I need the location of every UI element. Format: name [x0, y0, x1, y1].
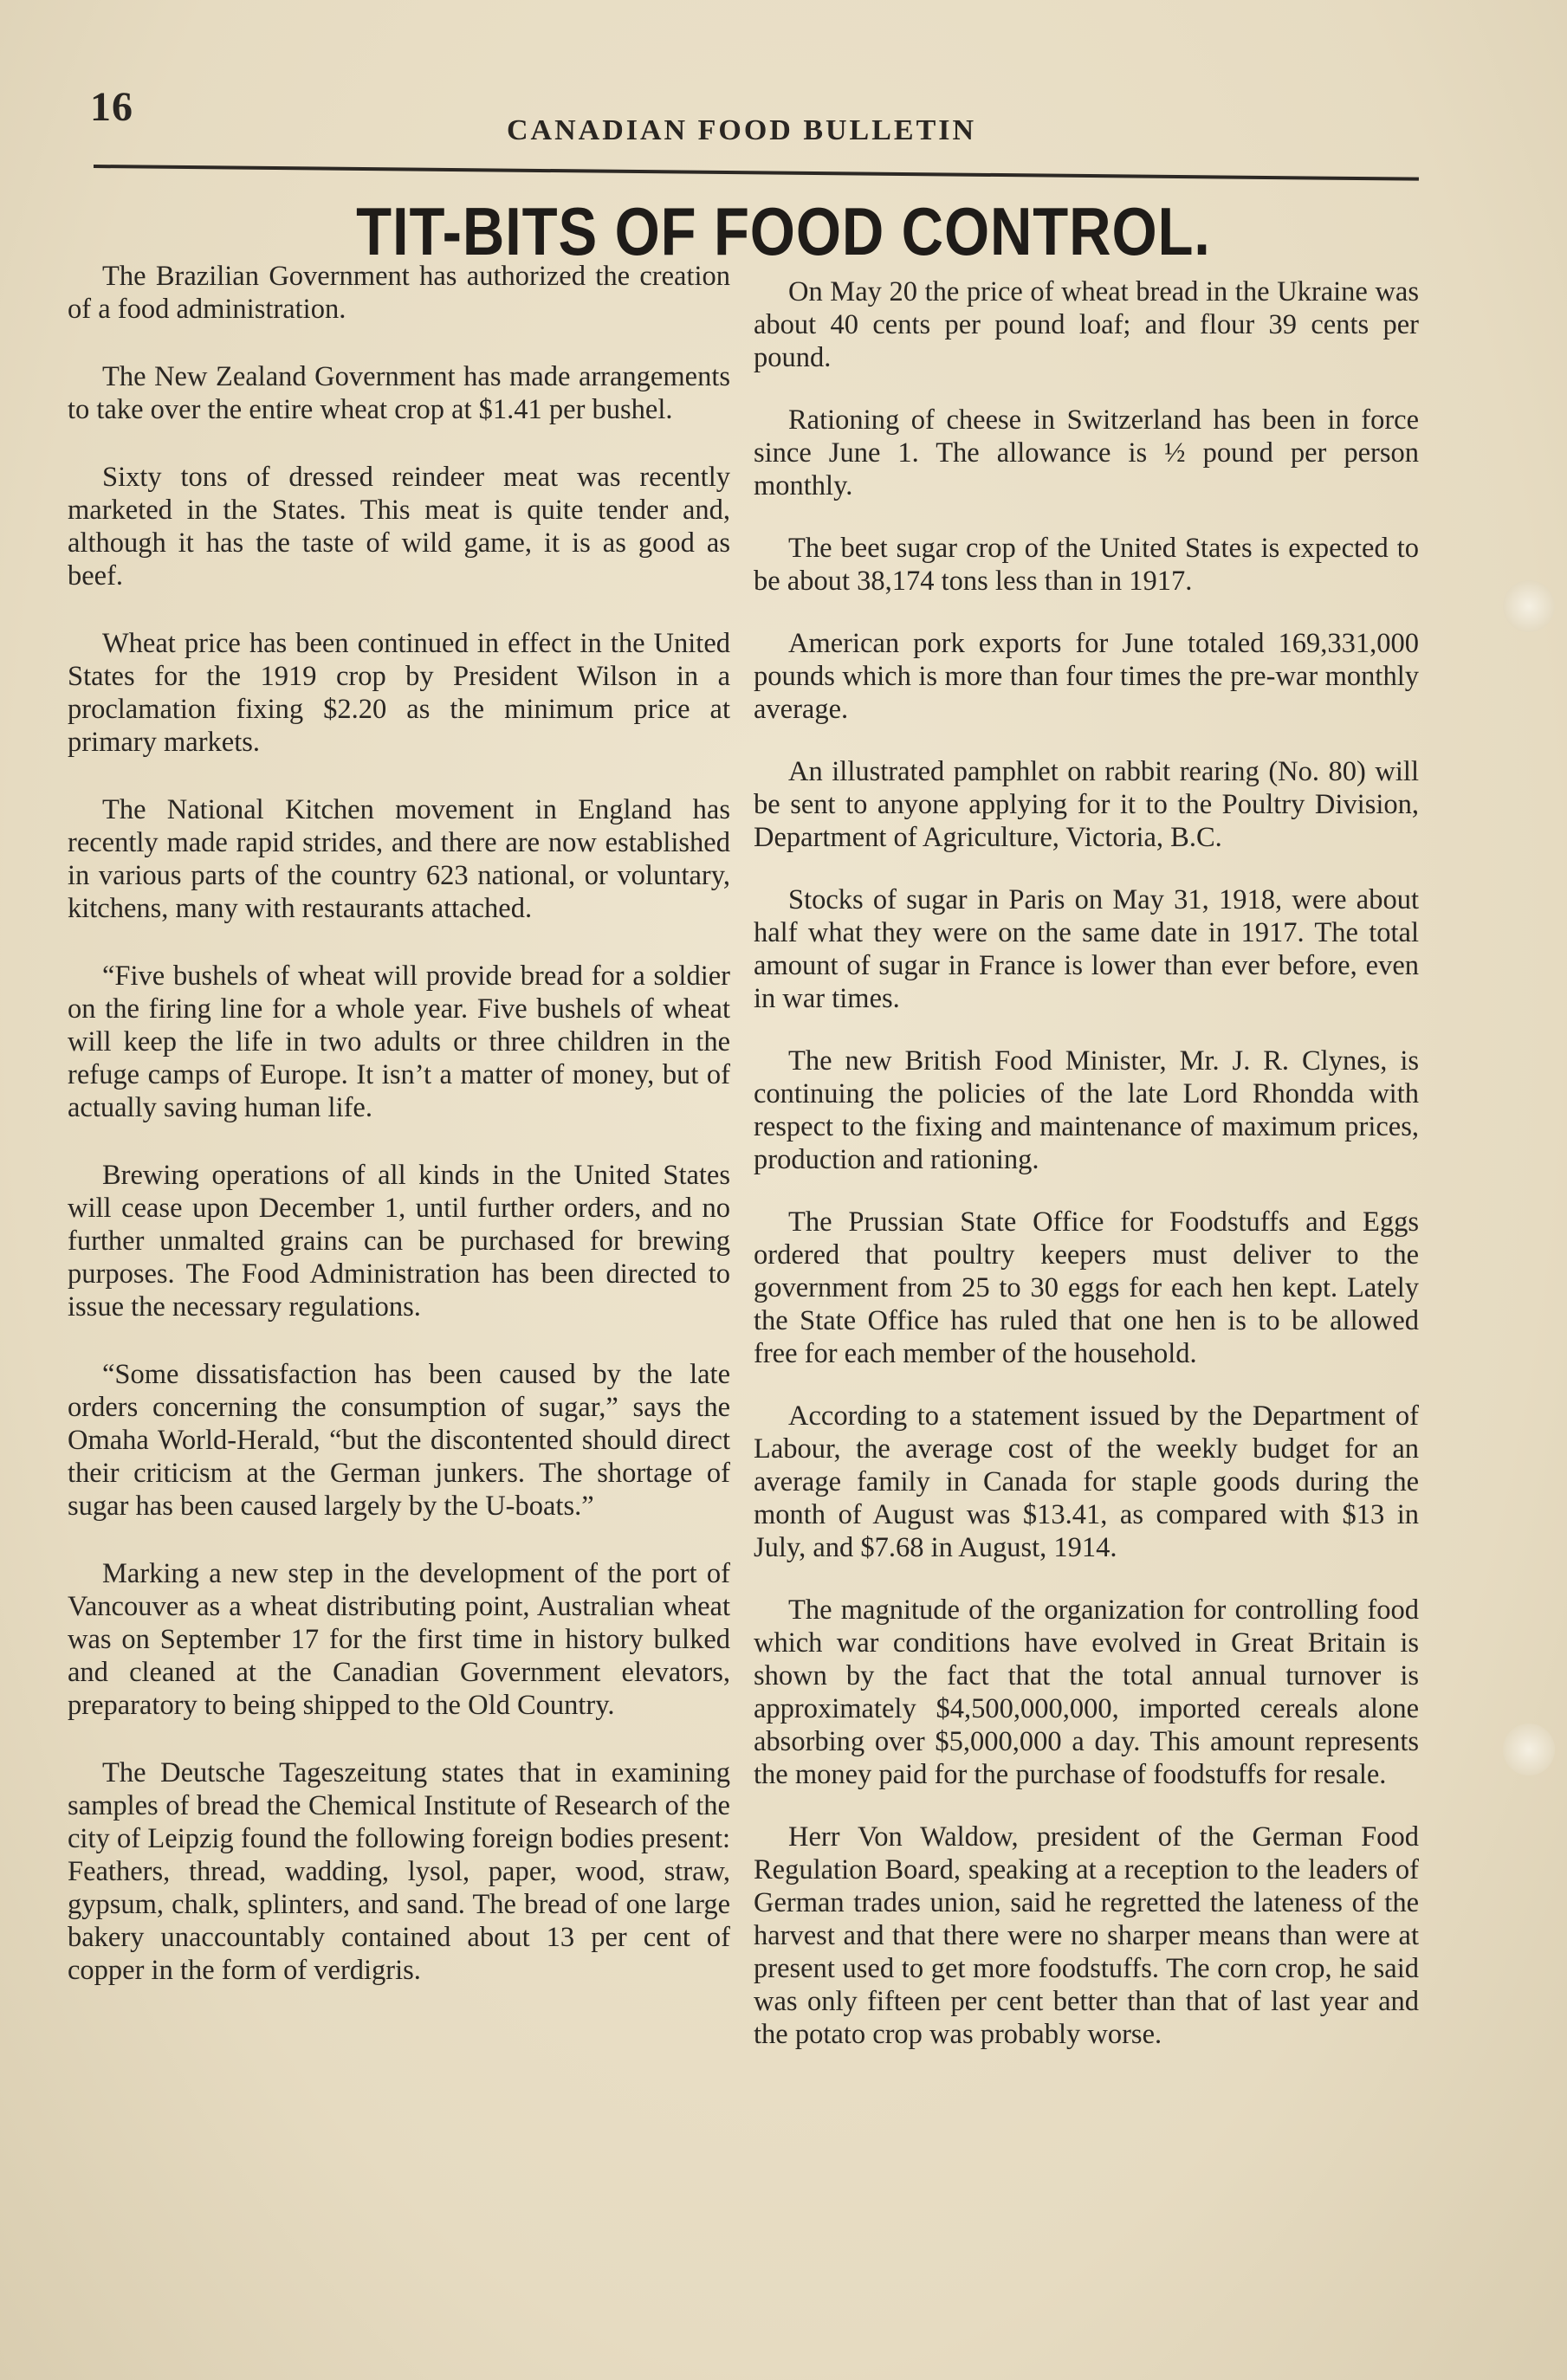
news-item: The New Zealand Government has made arrangements to take over the entire wheat crop at $1.41 per bushel.	[68, 361, 730, 425]
running-head: CANADIAN FOOD BULLETIN	[507, 114, 977, 146]
news-item: American pork exports for June totaled 169,331,000 pounds which is more than four times the pre-war monthly average.	[754, 628, 1419, 725]
news-item: According to a statement issued by the Department of Labour, the average cost of the weekly budget for an average family in Canada for staple goods during the month of August was $13.41, as compared with $13 in July, and $7.68 in August, 1914.	[754, 1400, 1419, 1563]
article-title: TIT-BITS OF FOOD CONTROL.	[356, 193, 1211, 269]
news-item: Herr Von Waldow, president of the German Food Regulation Board, speaking at a reception to the leaders of German trades union, said he regretted the lateness of the harvest and that there were no sharper means than were at present used to get more foodstuffs. The corn crop, he said was only fifteen per cent better than that of last year and the potato crop was probably worse.	[754, 1821, 1419, 2050]
news-item: Stocks of sugar in Paris on May 31, 1918, were about half what they were on the same date in 1917. The total amount of sugar in France is lower than ever before, even in war times.	[754, 884, 1419, 1014]
news-item: The new British Food Minister, Mr. J. R. Clynes, is continuing the policies of the late Lord Rhondda with respect to the fixing and maintenance of maximum prices, production and rationing.	[754, 1045, 1419, 1175]
news-item: Brewing operations of all kinds in the United States will cease upon December 1, until further orders, and no further unmalted grains can be purchased for brewing purposes. The Food Administration has been directed to issue the necessary regulations.	[68, 1160, 730, 1323]
news-item: Rationing of cheese in Switzerland has been in force since June 1. The allowance is ½ pound per person monthly.	[754, 404, 1419, 501]
news-item: The beet sugar crop of the United States is expected to be about 38,174 tons less than in 1917.	[754, 533, 1419, 597]
news-item: Wheat price has been continued in effect in the United States for the 1919 crop by President Wilson in a proclamation fixing $2.20 as the minimum price at primary markets.	[68, 628, 730, 758]
news-item: The magnitude of the organization for controlling food which war conditions have evolved in Great Britain is shown by the fact that the total annual turnover is approximately $4,500,000,000, imported cereals alone absorbing over $5,000,000 a day. This amount represents the money paid for the purchase of foodstuffs for resale.	[754, 1594, 1419, 1790]
punch-hole-mark	[1503, 1724, 1555, 1775]
news-item: “Five bushels of wheat will provide bread for a soldier on the firing line for a whole year. Five bushels of wheat will keep the life in two adults or three children in the refuge camps of Europe. It isn’t a matter of money, but of actually saving human life.	[68, 960, 730, 1123]
news-item: The Deutsche Tageszeitung states that in examining samples of bread the Chemical Institute of Research of the city of Leipzig found the following foreign bodies present: Feathers, thread, wadding, lysol, paper, wood, straw, gypsum, chalk, splinters, and sand. The bread of one large bakery unaccountably contained about 13 per cent of copper in the form of verdigris.	[68, 1757, 730, 1986]
left-column	[68, 260, 730, 2021]
news-item: An illustrated pamphlet on rabbit rearing (No. 80) will be sent to anyone applying for it to the Poultry Division, Department of Agriculture, Victoria, B.C.	[754, 756, 1419, 853]
news-item: The Brazilian Government has authorized the creation of a food administration.	[68, 261, 730, 325]
header-rule	[94, 165, 1419, 181]
right-column	[754, 275, 1419, 2080]
news-item: The National Kitchen movement in England has recently made rapid strides, and there are now established in various parts of the country 623 national, or voluntary, kitchens, many with restaurants attached.	[68, 794, 730, 924]
news-item: The Prussian State Office for Foodstuffs and Eggs ordered that poultry keepers must deliver to the government from 25 to 30 eggs for each hen kept. Lately the State Office has ruled that one hen is to be allowed free for each member of the household.	[754, 1206, 1419, 1369]
news-item: Sixty tons of dressed reindeer meat was recently marketed in the States. This meat is quite tender and, although it has the taste of wild game, it is as good as beef.	[68, 462, 730, 592]
page-number: 16	[90, 84, 133, 130]
punch-hole-mark	[1503, 580, 1555, 632]
news-item: On May 20 the price of wheat bread in the Ukraine was about 40 cents per pound loaf; and flour 39 cents per pound.	[754, 276, 1419, 373]
news-item: Marking a new step in the development of the port of Vancouver as a wheat distributing point, Australian wheat was on September 17 for the first time in history bulked and cleaned at the Canadian Government elevators, preparatory to being shipped to the Old Country.	[68, 1558, 730, 1721]
news-item: “Some dissatisfaction has been caused by the late orders concerning the consumption of sugar,” says the Omaha World-Herald, “but the discontented should direct their criticism at the German junkers. The shortage of sugar has been caused largely by the U-boats.”	[68, 1359, 730, 1522]
